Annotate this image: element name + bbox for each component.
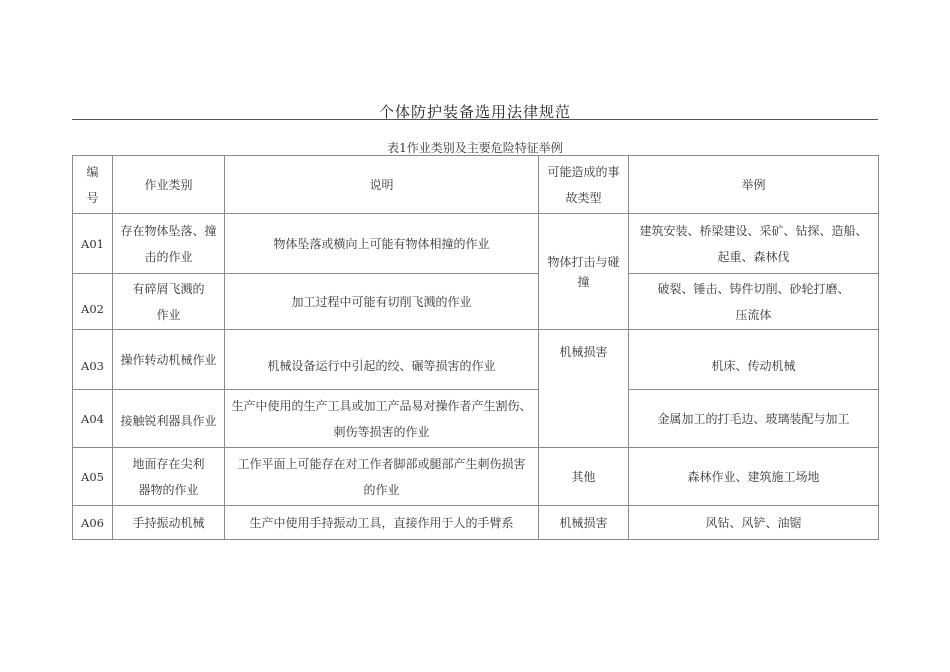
table-header-row: [73, 156, 879, 214]
row-category: 有碎屑飞溅的作业: [113, 274, 225, 330]
row-accident-type: 物体打击与碰撞: [539, 214, 629, 330]
hazard-table: [72, 155, 879, 540]
row-number: A03: [73, 330, 113, 390]
header-examples: 举例: [629, 156, 879, 214]
row-accident-type: 机械损害: [539, 506, 629, 540]
document-title: 个体防护装备选用法律规范: [378, 103, 571, 121]
row-category: 地面存在尖利器物的作业: [113, 448, 225, 506]
row-examples: 金属加工的打毛边、玻璃装配与加工: [629, 390, 879, 448]
table-row: [73, 330, 879, 390]
row-accident-type: 机械损害: [539, 330, 629, 448]
row-category: 手持振动机械: [113, 506, 225, 540]
row-number: A02: [73, 274, 113, 330]
header-number: [73, 156, 113, 214]
row-examples: 破裂、锤击、铸件切削、砂轮打磨、压流体: [629, 274, 879, 330]
table-row: [73, 448, 879, 506]
table-row: [73, 214, 879, 274]
row-number: A06: [73, 506, 113, 540]
row-number: A05: [73, 448, 113, 506]
table-caption: 表1作业类别及主要危险特征举例: [387, 141, 563, 155]
header-description: 说明: [225, 156, 539, 214]
table-row: [73, 506, 879, 540]
row-description: 加工过程中可能有切削飞溅的作业: [225, 274, 539, 330]
title-underline: [72, 119, 878, 120]
row-description: 工作平面上可能存在对工作者脚部或腿部产生刺伤损害的作业: [225, 448, 539, 506]
row-category: 操作转动机械作业: [113, 330, 225, 390]
row-description: 生产中使用的生产工具或加工产品易对操作者产生割伤、刺伤等损害的作业: [225, 390, 539, 448]
row-description: 物体坠落或横向上可能有物体相撞的作业: [225, 214, 539, 274]
row-category: 接触锐利器具作业: [113, 390, 225, 448]
row-category: 存在物体坠落、撞击的作业: [113, 214, 225, 274]
row-accident-type: 其他: [539, 448, 629, 506]
row-description: 机械设备运行中引起的绞、碾等损害的作业: [225, 330, 539, 390]
table-row: [73, 390, 879, 448]
row-number: A01: [73, 214, 113, 274]
header-number-line2: 号: [86, 190, 99, 205]
header-number-line1: 编: [86, 164, 99, 179]
header-accident-type: 可能造成的事故类型: [539, 156, 629, 214]
row-description: 生产中使用手持振动工具，直接作用于人的手臂系: [225, 506, 539, 540]
row-examples: 机床、传动机械: [629, 330, 879, 390]
table-row: [73, 274, 879, 330]
row-examples: 风钻、风铲、油锯: [629, 506, 879, 540]
row-number: A04: [73, 390, 113, 448]
row-examples: 建筑安装、桥梁建设、采矿、钻探、造船、起重、森林伐: [629, 214, 879, 274]
row-examples: 森林作业、建筑施工场地: [629, 448, 879, 506]
header-category: 作业类别: [113, 156, 225, 214]
